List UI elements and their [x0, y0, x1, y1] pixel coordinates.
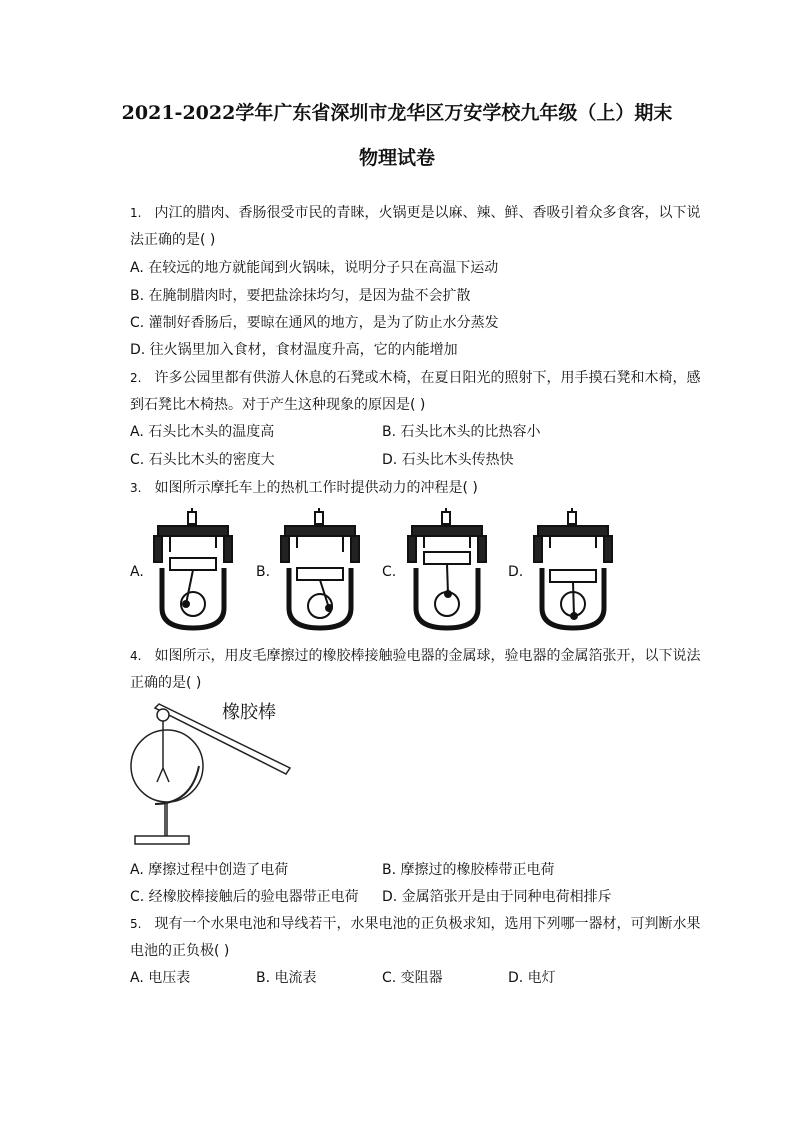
question-5-stem-cont: 电池的正负极( ) [130, 943, 230, 959]
question-number: 5. [130, 917, 142, 931]
q2-option-a: A. 石头比木头的温度高 [130, 424, 275, 440]
question-text: 现有一个水果电池和导线若干，水果电池的正负极求知，选用下列哪一器材，可判断水果 [154, 916, 701, 932]
engine-stroke-a-diagram [148, 508, 238, 634]
q1-option-a: A. 在较远的地方就能闻到火锅味，说明分子只在高温下运动 [130, 260, 499, 276]
question-text: 内江的腊肉、香肠很受市民的青睐，火锅更是以麻、辣、鲜、香吸引着众多食客，以下说 [154, 205, 701, 221]
q3-option-c: C. [382, 564, 397, 580]
question-number: 4. [130, 649, 142, 663]
q4-option-b: B. 摩擦过的橡胶棒带正电荷 [382, 862, 555, 878]
q5-option-c: C. 变阻器 [382, 970, 443, 986]
q1-option-c: C. 灌制好香肠后，要晾在通风的地方，是为了防止水分蒸发 [130, 315, 499, 331]
question-5-stem [130, 914, 700, 934]
q5-option-b: B. 电流表 [256, 970, 317, 986]
question-3-stem [130, 478, 478, 498]
question-text: 如图所示摩托车上的热机工作时提供动力的冲程是( ) [154, 480, 478, 496]
question-text: 如图所示，用皮毛摩擦过的橡胶棒接触验电器的金属球，验电器的金属箔张开，以下说法 [154, 648, 701, 664]
question-1-stem-cont: 法正确的是( ) [130, 232, 216, 248]
question-4-stem [130, 646, 700, 666]
question-2-stem-cont: 到石凳比木椅热。对于产生这种现象的原因是( ) [130, 397, 426, 413]
q4-option-c: C. 经橡胶棒接触后的验电器带正电荷 [130, 889, 359, 905]
engine-stroke-c-diagram [402, 508, 492, 634]
question-number: 3. [130, 481, 142, 495]
page-title-line-2: 物理试卷 [358, 147, 435, 169]
q2-option-b: B. 石头比木头的比热容小 [382, 424, 541, 440]
q4-option-d: D. 金属箔张开是由于同种电荷相排斥 [382, 889, 612, 905]
question-2-stem [130, 368, 700, 388]
q1-option-d: D. 往火锅里加入食材，食材温度升高，它的内能增加 [130, 342, 458, 358]
engine-stroke-d-diagram [528, 508, 618, 634]
question-4-stem-cont: 正确的是( ) [130, 675, 202, 691]
q5-option-d: D. 电灯 [508, 970, 556, 986]
rubber-rod-label: 橡胶棒 [222, 702, 276, 723]
engine-stroke-b-diagram [275, 508, 365, 634]
question-number: 1. [130, 206, 142, 220]
q1-option-b: B. 在腌制腊肉时，要把盐涂抹均匀，是因为盐不会扩散 [130, 288, 471, 304]
q3-option-d: D. [508, 564, 524, 580]
q2-option-c: C. 石头比木头的密度大 [130, 452, 275, 468]
question-number: 2. [130, 371, 142, 385]
electroscope-diagram [125, 700, 300, 850]
q3-option-b: B. [256, 564, 271, 580]
q3-option-a: A. [130, 564, 144, 580]
question-text: 许多公园里都有供游人休息的石凳或木椅，在夏日阳光的照射下，用手摸石凳和木椅，感 [154, 370, 701, 386]
question-1-stem [130, 203, 700, 223]
page-title-line-1: 2021-2022学年广东省深圳市龙华区万安学校九年级（上）期末 [121, 102, 673, 124]
q4-option-a: A. 摩擦过程中创造了电荷 [130, 862, 289, 878]
q2-option-d: D. 石头比木头传热快 [382, 452, 514, 468]
q5-option-a: A. 电压表 [130, 970, 191, 986]
